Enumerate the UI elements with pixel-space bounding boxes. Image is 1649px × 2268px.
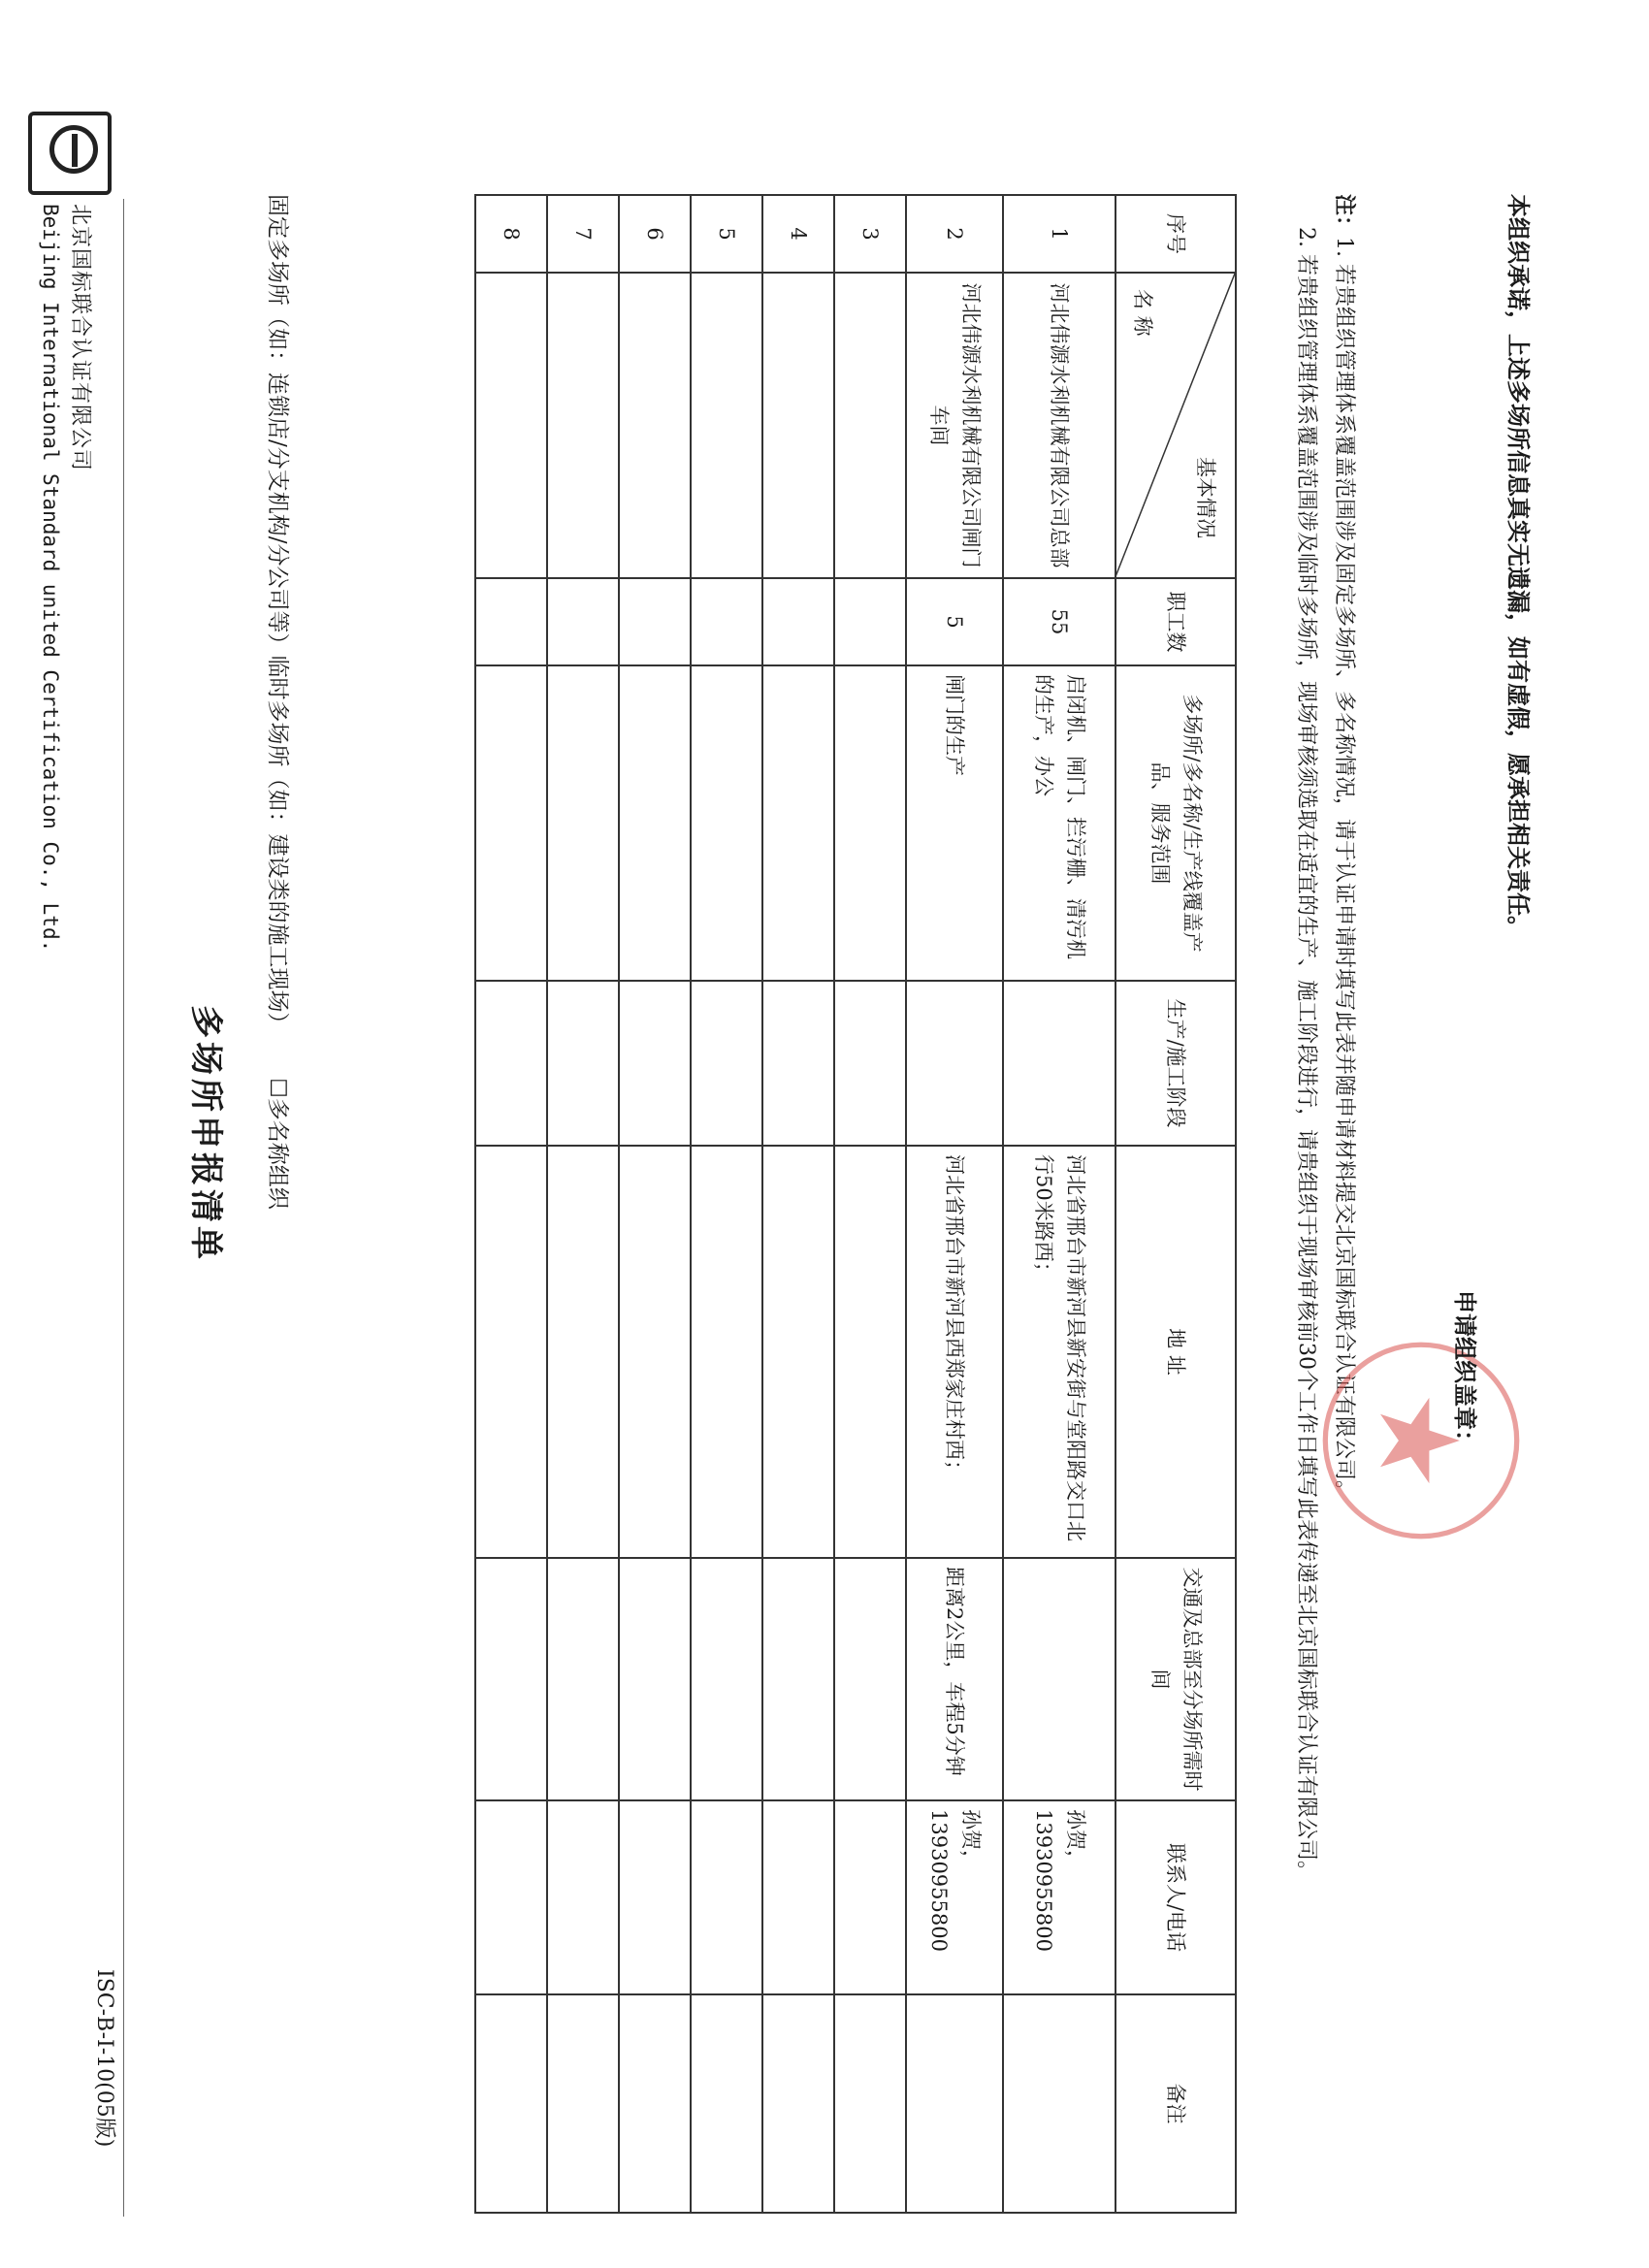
cell-address	[834, 1146, 906, 1558]
header-contact: 联系人/电话	[1116, 1800, 1236, 1994]
cell-name	[691, 273, 762, 578]
cell-remark	[547, 1994, 619, 2213]
cell-contact	[475, 1800, 547, 1994]
cell-scope	[691, 665, 762, 981]
cell-address	[691, 1146, 762, 1558]
cell-traffic	[547, 1558, 619, 1800]
cell-seq: 1	[1003, 195, 1116, 273]
header-seq: 序号	[1116, 195, 1236, 273]
header-scope: 多场所/多名称/生产线覆盖产品、服务范围	[1116, 665, 1236, 981]
company-logo-icon	[28, 112, 112, 195]
cell-seq: 5	[691, 195, 762, 273]
cell-staff	[475, 578, 547, 665]
cell-stage	[475, 981, 547, 1146]
header-divider	[123, 199, 124, 2217]
cell-stage	[834, 981, 906, 1146]
cell-remark	[762, 1994, 834, 2213]
cell-name	[547, 273, 619, 578]
cell-scope	[619, 665, 691, 981]
cell-remark	[691, 1994, 762, 2213]
multi-name-label: 多名称组织	[265, 1097, 290, 1210]
site-type-temporary: 临时多场所（如：建设类的施工现场）	[265, 655, 290, 1035]
multi-site-table	[474, 194, 1237, 2214]
table-row	[547, 195, 619, 2213]
header-remark: 备注	[1116, 1994, 1236, 2213]
cell-staff	[834, 578, 906, 665]
cell-name	[762, 273, 834, 578]
cell-remark	[906, 1994, 1003, 2213]
cell-contact: 孙贺，13930955800	[906, 1800, 1003, 1994]
table-row	[762, 195, 834, 2213]
cell-address	[547, 1146, 619, 1558]
table-row	[475, 195, 547, 2213]
cell-staff	[762, 578, 834, 665]
cell-address	[475, 1146, 547, 1558]
cell-stage	[619, 981, 691, 1146]
org-name-en: Beijing International Standard united Certification Co., Ltd.	[39, 204, 62, 953]
notes-block	[1287, 194, 1363, 2231]
org-name-cn: 北京国标联合认证有限公司	[68, 204, 92, 472]
cell-scope	[834, 665, 906, 981]
cell-staff	[619, 578, 691, 665]
header-address: 地 址	[1116, 1146, 1236, 1558]
promise-statement: 本组织承诺，上述多场所信息真实无遗漏，如有虚假，愿承担相关责任。	[1504, 194, 1532, 939]
cell-scope: 闸门的生产	[906, 665, 1003, 981]
cell-name	[834, 273, 906, 578]
cell-staff	[691, 578, 762, 665]
cell-remark	[475, 1994, 547, 2213]
cell-contact: 孙贺，13930955800	[1003, 1800, 1116, 1994]
cell-staff	[547, 578, 619, 665]
note-1	[1325, 194, 1364, 2231]
note-1-text: 1. 若贵组织管理体系覆盖范围涉及固定多场所、多名称情况，请于认证申请时填写此表并随申请材料提交北京国标联合认证有限公司。	[1332, 237, 1356, 1503]
cell-traffic	[1003, 1558, 1116, 1800]
table-row	[906, 195, 1003, 2213]
table-header-row	[1116, 195, 1236, 2213]
header-basic: 基本情况	[1194, 457, 1217, 538]
cell-seq: 6	[619, 195, 691, 273]
note-2	[1287, 194, 1325, 2231]
cell-seq: 7	[547, 195, 619, 273]
cell-traffic	[834, 1558, 906, 1800]
cell-stage	[691, 981, 762, 1146]
cell-stage	[906, 981, 1003, 1146]
table-row	[619, 195, 691, 2213]
cell-scope: 启闭机、闸门、拦污栅、清污机的生产，办公	[1003, 665, 1116, 981]
cell-traffic	[762, 1558, 834, 1800]
cell-contact	[691, 1800, 762, 1994]
cell-seq: 2	[906, 195, 1003, 273]
cell-contact	[619, 1800, 691, 1994]
cell-contact	[834, 1800, 906, 1994]
cell-name	[475, 273, 547, 578]
cell-remark	[834, 1994, 906, 2213]
cell-remark	[619, 1994, 691, 2213]
header-staff: 职工数	[1116, 578, 1236, 665]
cell-address: 河北省邢台市新河县新安街与堂阳路交口北行50米路西；	[1003, 1146, 1116, 1558]
multi-name-checkbox[interactable]: ☐	[265, 1078, 290, 1098]
cell-remark	[1003, 1994, 1116, 2213]
cell-traffic	[691, 1558, 762, 1800]
cell-contact	[547, 1800, 619, 1994]
site-type-fixed: 固定多场所（如：连锁店/分支机构/分公司等）	[265, 194, 290, 656]
header-basic-name	[1116, 273, 1236, 578]
cell-address	[619, 1146, 691, 1558]
cell-traffic	[619, 1558, 691, 1800]
document-code: ISC-B-I-10(05版)	[92, 1969, 116, 2148]
cell-seq: 4	[762, 195, 834, 273]
notes-label: 注：	[1332, 194, 1357, 238]
note-2-text: 2. 若贵组织管理体系覆盖范围涉及临时多场所，现场审核须选取在适宜的生产、施工阶段进行，请贵组织于现场审核前30个工作日填写此表传递至北京国标联合认证有限公司。	[1294, 227, 1319, 1882]
cell-name: 河北伟源水利机械有限公司闸门车间	[906, 273, 1003, 578]
site-type-line	[264, 194, 296, 1210]
cell-contact	[762, 1800, 834, 1994]
cell-staff: 55	[1003, 578, 1116, 665]
table-row	[834, 195, 906, 2213]
table-row	[691, 195, 762, 2213]
cell-stage	[1003, 981, 1116, 1146]
cell-traffic: 距离2公里，车程5分钟	[906, 1558, 1003, 1800]
header-name: 名 称	[1130, 289, 1154, 337]
cell-stage	[547, 981, 619, 1146]
header-stage: 生产/施工阶段	[1116, 981, 1236, 1146]
table-row	[1003, 195, 1116, 2213]
cell-traffic	[475, 1558, 547, 1800]
cell-name: 河北伟源水利机械有限公司总部	[1003, 273, 1116, 578]
cell-name	[619, 273, 691, 578]
cell-staff: 5	[906, 578, 1003, 665]
company-seal-icon	[1319, 1339, 1523, 1542]
cell-scope	[762, 665, 834, 981]
cell-seq: 8	[475, 195, 547, 273]
cell-scope	[547, 665, 619, 981]
cell-scope	[475, 665, 547, 981]
applicant-seal-label: 申请组织盖章：	[1451, 1290, 1478, 1453]
cell-address: 河北省邢台市新河县西郑家庄村西；	[906, 1146, 1003, 1558]
form-title: 多场所申报清单	[186, 1005, 225, 1263]
cell-seq: 3	[834, 195, 906, 273]
header-traffic: 交通及总部至分场所需时间	[1116, 1558, 1236, 1800]
cell-stage	[762, 981, 834, 1146]
cell-address	[762, 1146, 834, 1558]
